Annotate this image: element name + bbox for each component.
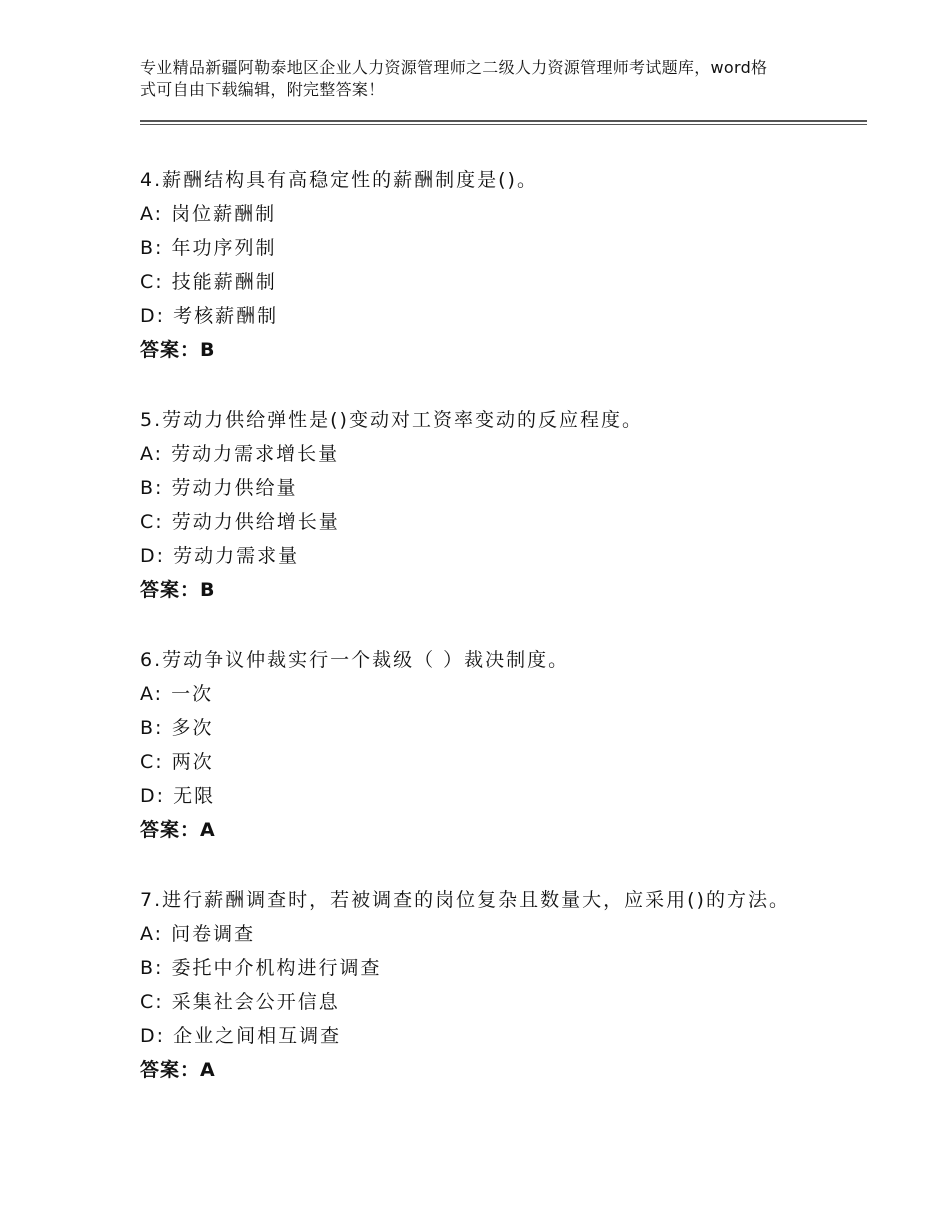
option-c: C: 技能薪酬制 [140, 271, 277, 293]
question-5 [140, 403, 800, 607]
question-7 [140, 883, 800, 1087]
option-c: C: 两次 [140, 751, 214, 773]
question-list [140, 163, 800, 1123]
question-stem: 5.劳动力供给弹性是()变动对工资率变动的反应程度。 [140, 409, 643, 431]
answer-line: 答案：A [140, 819, 216, 841]
option-b: B: 年功序列制 [140, 237, 277, 259]
question-4 [140, 163, 800, 367]
answer-line: 答案：A [140, 1059, 216, 1081]
question-stem: 6.劳动争议仲裁实行一个裁级（ ）裁决制度。 [140, 649, 570, 671]
option-b: B: 劳动力供给量 [140, 477, 298, 499]
answer-line: 答案：B [140, 579, 216, 601]
option-c: C: 劳动力供给增长量 [140, 511, 340, 533]
header-divider [140, 120, 867, 125]
option-b: B: 委托中介机构进行调查 [140, 957, 382, 979]
option-b: B: 多次 [140, 717, 214, 739]
option-a: A: 问卷调查 [140, 923, 256, 945]
question-stem: 4.薪酬结构具有高稳定性的薪酬制度是()。 [140, 169, 538, 191]
option-d: D: 企业之间相互调查 [140, 1025, 342, 1047]
option-d: D: 考核薪酬制 [140, 305, 279, 327]
answer-line: 答案：B [140, 339, 216, 361]
option-d: D: 劳动力需求量 [140, 545, 300, 567]
option-d: D: 无限 [140, 785, 216, 807]
document-header: 专业精品新疆阿勒泰地区企业人力资源管理师之二级人力资源管理师考试题库，word格式可自由下载编辑，附完整答案！ [140, 58, 768, 99]
option-a: A: 岗位薪酬制 [140, 203, 277, 225]
option-a: A: 劳动力需求增长量 [140, 443, 340, 465]
option-c: C: 采集社会公开信息 [140, 991, 340, 1013]
question-6 [140, 643, 800, 847]
question-stem: 7.进行薪酬调查时，若被调查的岗位复杂且数量大，应采用()的方法。 [140, 889, 790, 911]
option-a: A: 一次 [140, 683, 214, 705]
